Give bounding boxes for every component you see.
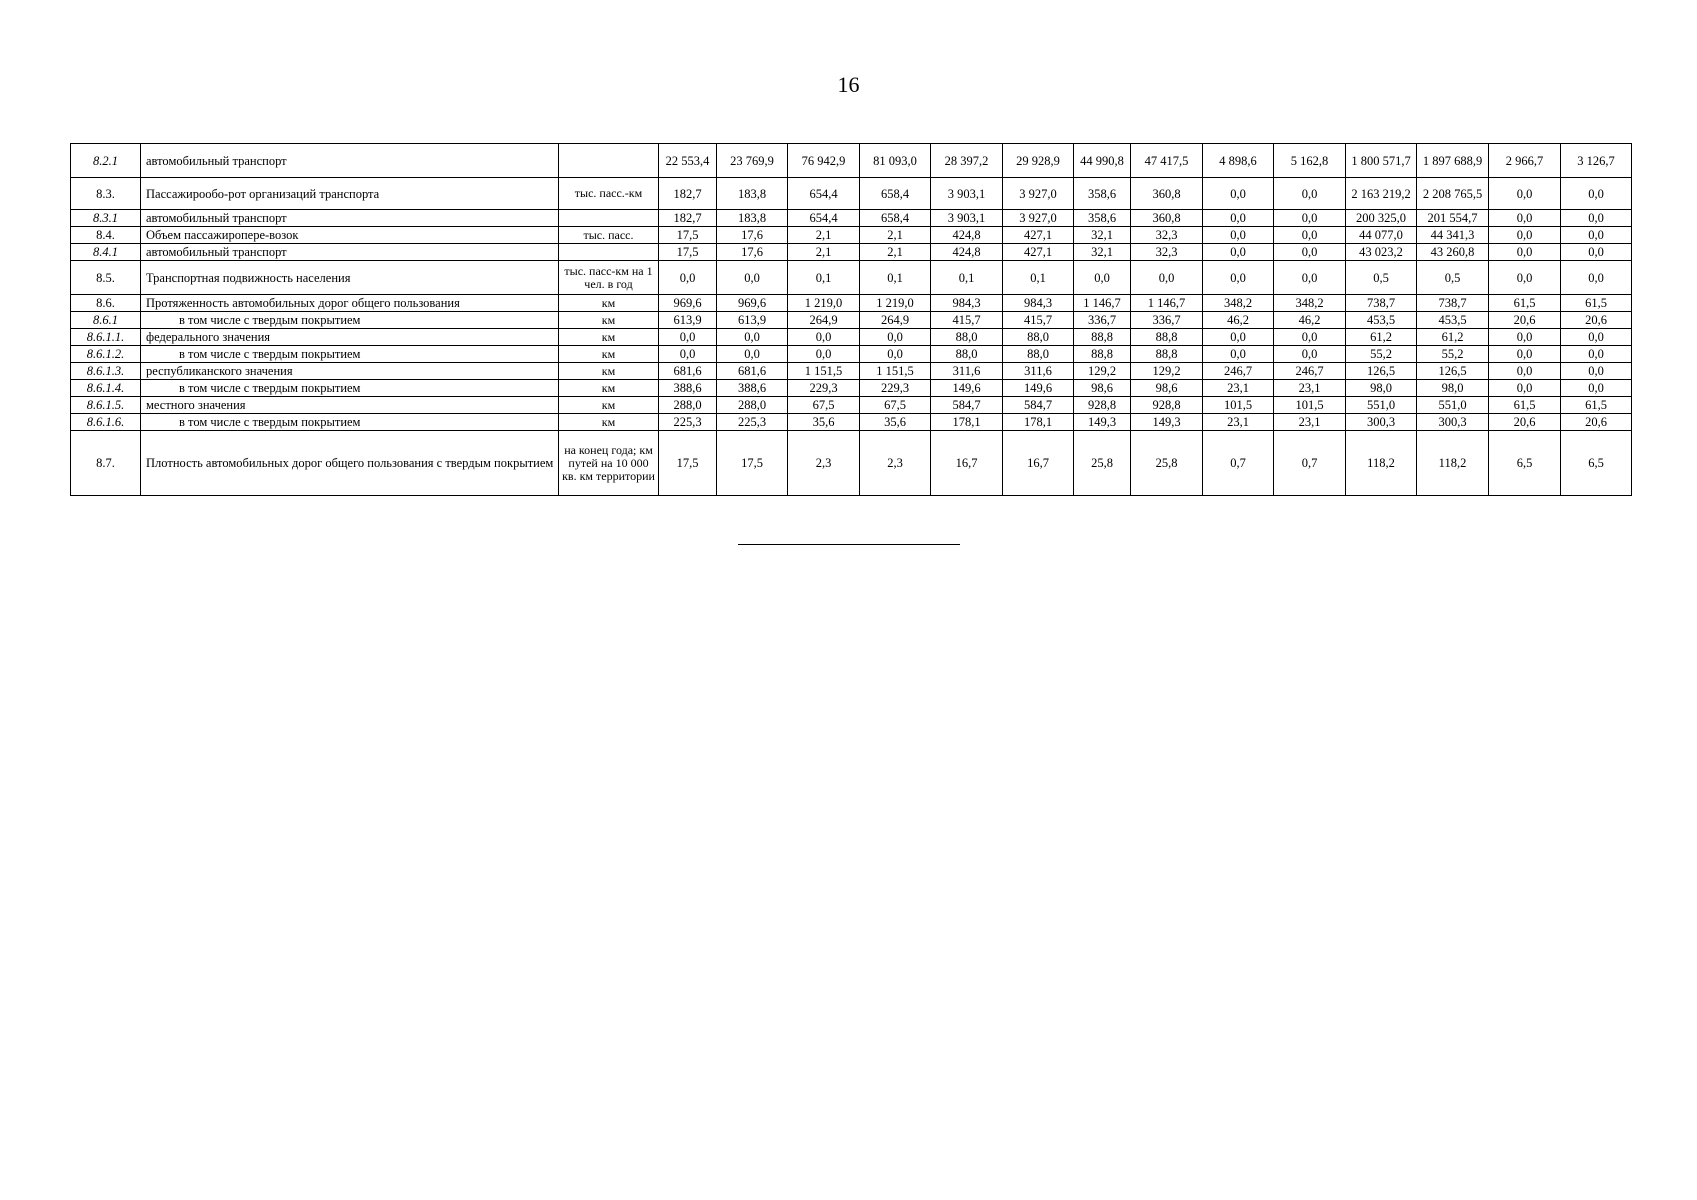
value-cell: 43 260,8 (1417, 244, 1489, 261)
value-cell: 0,0 (1274, 261, 1346, 295)
unit-of-measure: тыс. пасс-км на 1 чел. в год (559, 261, 659, 295)
row-number: 8.7. (71, 431, 141, 496)
value-cell: 0,0 (1203, 227, 1274, 244)
value-cell: 20,6 (1489, 312, 1561, 329)
value-cell: 118,2 (1417, 431, 1489, 496)
value-cell: 348,2 (1203, 295, 1274, 312)
value-cell: 88,0 (1003, 346, 1074, 363)
value-cell: 229,3 (788, 380, 860, 397)
value-cell: 0,0 (1203, 244, 1274, 261)
value-cell: 0,0 (659, 329, 717, 346)
value-cell: 0,0 (1489, 380, 1561, 397)
value-cell: 336,7 (1131, 312, 1203, 329)
value-cell: 415,7 (931, 312, 1003, 329)
row-number: 8.6. (71, 295, 141, 312)
table-row (71, 346, 1632, 363)
row-number: 8.4.1 (71, 244, 141, 261)
value-cell: 288,0 (717, 397, 788, 414)
value-cell: 928,8 (1074, 397, 1131, 414)
value-cell: 46,2 (1274, 312, 1346, 329)
value-cell: 88,0 (1003, 329, 1074, 346)
value-cell: 551,0 (1346, 397, 1417, 414)
value-cell: 0,0 (1561, 227, 1632, 244)
unit-of-measure: км (559, 346, 659, 363)
value-cell: 738,7 (1346, 295, 1417, 312)
page-number: 16 (837, 72, 860, 97)
row-number: 8.5. (71, 261, 141, 295)
value-cell: 388,6 (659, 380, 717, 397)
indicator-name: автомобильный транспорт (141, 244, 559, 261)
value-cell: 613,9 (659, 312, 717, 329)
value-cell: 0,0 (1489, 346, 1561, 363)
value-cell: 67,5 (788, 397, 860, 414)
value-cell: 2 208 765,5 (1417, 178, 1489, 210)
value-cell: 23 769,9 (717, 144, 788, 178)
value-cell: 149,3 (1131, 414, 1203, 431)
indicator-name: в том числе с твердым покрытием (141, 414, 559, 431)
value-cell: 178,1 (1003, 414, 1074, 431)
row-number: 8.6.1.3. (71, 363, 141, 380)
value-cell: 229,3 (860, 380, 931, 397)
indicator-name: в том числе с твердым покрытием (141, 346, 559, 363)
value-cell: 336,7 (1074, 312, 1131, 329)
value-cell: 6,5 (1489, 431, 1561, 496)
value-cell: 427,1 (1003, 244, 1074, 261)
value-cell: 0,0 (1274, 346, 1346, 363)
value-cell: 0,0 (1274, 210, 1346, 227)
value-cell: 2,3 (788, 431, 860, 496)
table-row (71, 210, 1632, 227)
indicator-name: в том числе с твердым покрытием (141, 380, 559, 397)
value-cell: 738,7 (1417, 295, 1489, 312)
value-cell: 0,0 (1561, 210, 1632, 227)
value-cell: 2 966,7 (1489, 144, 1561, 178)
statistics-table (70, 143, 1632, 496)
row-number: 8.3.1 (71, 210, 141, 227)
value-cell: 0,0 (1561, 380, 1632, 397)
value-cell: 2,1 (788, 227, 860, 244)
value-cell: 17,5 (717, 431, 788, 496)
value-cell: 43 023,2 (1346, 244, 1417, 261)
value-cell: 23,1 (1203, 414, 1274, 431)
value-cell: 300,3 (1417, 414, 1489, 431)
value-cell: 311,6 (1003, 363, 1074, 380)
value-cell: 0,0 (1203, 329, 1274, 346)
value-cell: 0,0 (1274, 227, 1346, 244)
value-cell: 23,1 (1274, 414, 1346, 431)
value-cell: 0,0 (717, 346, 788, 363)
row-number: 8.6.1.2. (71, 346, 141, 363)
value-cell: 0,0 (1489, 210, 1561, 227)
unit-of-measure: км (559, 397, 659, 414)
value-cell: 88,8 (1074, 329, 1131, 346)
value-cell: 1 146,7 (1074, 295, 1131, 312)
value-cell: 0,1 (1003, 261, 1074, 295)
value-cell: 22 553,4 (659, 144, 717, 178)
value-cell: 264,9 (860, 312, 931, 329)
value-cell: 1 151,5 (788, 363, 860, 380)
value-cell: 17,6 (717, 227, 788, 244)
value-cell: 1 897 688,9 (1417, 144, 1489, 178)
value-cell: 0,1 (931, 261, 1003, 295)
value-cell: 23,1 (1203, 380, 1274, 397)
value-cell: 584,7 (1003, 397, 1074, 414)
value-cell: 969,6 (659, 295, 717, 312)
table-row (71, 363, 1632, 380)
value-cell: 246,7 (1274, 363, 1346, 380)
value-cell: 0,5 (1417, 261, 1489, 295)
value-cell: 61,2 (1417, 329, 1489, 346)
value-cell: 1 219,0 (788, 295, 860, 312)
indicator-name: местного значения (141, 397, 559, 414)
value-cell: 88,0 (931, 346, 1003, 363)
value-cell: 3 903,1 (931, 178, 1003, 210)
value-cell: 17,6 (717, 244, 788, 261)
value-cell: 0,0 (1561, 244, 1632, 261)
value-cell: 44 341,3 (1417, 227, 1489, 244)
unit-of-measure: км (559, 295, 659, 312)
value-cell: 2,1 (860, 227, 931, 244)
value-cell: 358,6 (1074, 210, 1131, 227)
row-number: 8.6.1.1. (71, 329, 141, 346)
unit-of-measure (559, 244, 659, 261)
value-cell: 658,4 (860, 210, 931, 227)
value-cell: 311,6 (931, 363, 1003, 380)
value-cell: 0,0 (1131, 261, 1203, 295)
indicator-name: Плотность автомобильных дорог общего пользования с твердым покрытием (141, 431, 559, 496)
value-cell: 1 146,7 (1131, 295, 1203, 312)
value-cell: 0,0 (1489, 261, 1561, 295)
value-cell: 44 077,0 (1346, 227, 1417, 244)
row-number: 8.2.1 (71, 144, 141, 178)
value-cell: 129,2 (1131, 363, 1203, 380)
value-cell: 20,6 (1489, 414, 1561, 431)
value-cell: 20,6 (1561, 414, 1632, 431)
value-cell: 300,3 (1346, 414, 1417, 431)
indicator-name: Пассажирообо-рот организаций транспорта (141, 178, 559, 210)
row-number: 8.6.1.4. (71, 380, 141, 397)
value-cell: 1 800 571,7 (1346, 144, 1417, 178)
value-cell: 61,5 (1489, 295, 1561, 312)
value-cell: 88,8 (1131, 329, 1203, 346)
value-cell: 360,8 (1131, 178, 1203, 210)
value-cell: 0,0 (1561, 329, 1632, 346)
value-cell: 1 151,5 (860, 363, 931, 380)
value-cell: 61,5 (1561, 295, 1632, 312)
value-cell: 1 219,0 (860, 295, 931, 312)
value-cell: 0,0 (659, 261, 717, 295)
value-cell: 182,7 (659, 178, 717, 210)
value-cell: 360,8 (1131, 210, 1203, 227)
unit-of-measure: км (559, 380, 659, 397)
value-cell: 264,9 (788, 312, 860, 329)
value-cell: 225,3 (659, 414, 717, 431)
row-number: 8.4. (71, 227, 141, 244)
value-cell: 46,2 (1203, 312, 1274, 329)
table-row (71, 244, 1632, 261)
value-cell: 928,8 (1131, 397, 1203, 414)
value-cell: 358,6 (1074, 178, 1131, 210)
value-cell: 2,1 (788, 244, 860, 261)
value-cell: 658,4 (860, 178, 931, 210)
value-cell: 0,0 (788, 346, 860, 363)
value-cell: 55,2 (1417, 346, 1489, 363)
value-cell: 0,0 (1274, 244, 1346, 261)
value-cell: 98,6 (1074, 380, 1131, 397)
indicator-name: республиканского значения (141, 363, 559, 380)
value-cell: 453,5 (1417, 312, 1489, 329)
value-cell: 3 927,0 (1003, 178, 1074, 210)
value-cell: 101,5 (1203, 397, 1274, 414)
value-cell: 2,3 (860, 431, 931, 496)
value-cell: 201 554,7 (1417, 210, 1489, 227)
value-cell: 47 417,5 (1131, 144, 1203, 178)
value-cell: 3 126,7 (1561, 144, 1632, 178)
value-cell: 25,8 (1074, 431, 1131, 496)
table-row (71, 312, 1632, 329)
value-cell: 0,0 (1561, 178, 1632, 210)
value-cell: 0,0 (1203, 210, 1274, 227)
value-cell: 427,1 (1003, 227, 1074, 244)
value-cell: 2 163 219,2 (1346, 178, 1417, 210)
value-cell: 654,4 (788, 210, 860, 227)
row-number: 8.3. (71, 178, 141, 210)
unit-of-measure: км (559, 312, 659, 329)
value-cell: 32,3 (1131, 227, 1203, 244)
table-row (71, 144, 1632, 178)
table-row (71, 329, 1632, 346)
unit-of-measure: тыс. пасс.-км (559, 178, 659, 210)
indicator-name: Объем пассажиропере-возок (141, 227, 559, 244)
indicator-name: в том числе с твердым покрытием (141, 312, 559, 329)
table-row (71, 414, 1632, 431)
value-cell: 17,5 (659, 244, 717, 261)
value-cell: 3 903,1 (931, 210, 1003, 227)
value-cell: 55,2 (1346, 346, 1417, 363)
value-cell: 61,5 (1561, 397, 1632, 414)
value-cell: 32,1 (1074, 244, 1131, 261)
value-cell: 81 093,0 (860, 144, 931, 178)
value-cell: 613,9 (717, 312, 788, 329)
value-cell: 0,0 (1203, 346, 1274, 363)
indicator-name: автомобильный транспорт (141, 210, 559, 227)
value-cell: 225,3 (717, 414, 788, 431)
value-cell: 98,0 (1346, 380, 1417, 397)
value-cell: 424,8 (931, 244, 1003, 261)
unit-of-measure (559, 210, 659, 227)
value-cell: 32,3 (1131, 244, 1203, 261)
unit-of-measure (559, 144, 659, 178)
value-cell: 0,0 (788, 329, 860, 346)
value-cell: 126,5 (1346, 363, 1417, 380)
value-cell: 61,2 (1346, 329, 1417, 346)
table-row (71, 397, 1632, 414)
value-cell: 6,5 (1561, 431, 1632, 496)
value-cell: 681,6 (659, 363, 717, 380)
value-cell: 0,0 (717, 261, 788, 295)
value-cell: 0,7 (1274, 431, 1346, 496)
value-cell: 126,5 (1417, 363, 1489, 380)
value-cell: 246,7 (1203, 363, 1274, 380)
value-cell: 984,3 (1003, 295, 1074, 312)
value-cell: 98,6 (1131, 380, 1203, 397)
value-cell: 17,5 (659, 227, 717, 244)
value-cell: 0,0 (1489, 227, 1561, 244)
value-cell: 969,6 (717, 295, 788, 312)
table-row (71, 178, 1632, 210)
indicator-name: федерального значения (141, 329, 559, 346)
indicator-name: автомобильный транспорт (141, 144, 559, 178)
indicator-name: Транспортная подвижность населения (141, 261, 559, 295)
table-row (71, 380, 1632, 397)
value-cell: 35,6 (788, 414, 860, 431)
value-cell: 424,8 (931, 227, 1003, 244)
value-cell: 453,5 (1346, 312, 1417, 329)
value-cell: 200 325,0 (1346, 210, 1417, 227)
value-cell: 183,8 (717, 210, 788, 227)
value-cell: 98,0 (1417, 380, 1489, 397)
value-cell: 88,8 (1074, 346, 1131, 363)
value-cell: 5 162,8 (1274, 144, 1346, 178)
value-cell: 25,8 (1131, 431, 1203, 496)
value-cell: 348,2 (1274, 295, 1346, 312)
value-cell: 32,1 (1074, 227, 1131, 244)
value-cell: 17,5 (659, 431, 717, 496)
value-cell: 0,0 (1203, 178, 1274, 210)
footer-divider (738, 544, 960, 545)
unit-of-measure: на конец года; км путей на 10 000 кв. км территории (559, 431, 659, 496)
value-cell: 0,5 (1346, 261, 1417, 295)
value-cell: 35,6 (860, 414, 931, 431)
value-cell: 0,0 (1561, 261, 1632, 295)
value-cell: 16,7 (931, 431, 1003, 496)
value-cell: 0,0 (659, 346, 717, 363)
value-cell: 44 990,8 (1074, 144, 1131, 178)
value-cell: 3 927,0 (1003, 210, 1074, 227)
value-cell: 0,0 (1561, 363, 1632, 380)
value-cell: 654,4 (788, 178, 860, 210)
value-cell: 551,0 (1417, 397, 1489, 414)
value-cell: 0,0 (1489, 178, 1561, 210)
value-cell: 149,6 (931, 380, 1003, 397)
value-cell: 182,7 (659, 210, 717, 227)
indicator-name: Протяженность автомобильных дорог общего пользования (141, 295, 559, 312)
value-cell: 67,5 (860, 397, 931, 414)
value-cell: 984,3 (931, 295, 1003, 312)
value-cell: 0,0 (860, 346, 931, 363)
value-cell: 29 928,9 (1003, 144, 1074, 178)
table-row (71, 261, 1632, 295)
value-cell: 0,0 (1274, 329, 1346, 346)
row-number: 8.6.1.5. (71, 397, 141, 414)
unit-of-measure: км (559, 414, 659, 431)
value-cell: 61,5 (1489, 397, 1561, 414)
value-cell: 178,1 (931, 414, 1003, 431)
value-cell: 4 898,6 (1203, 144, 1274, 178)
value-cell: 388,6 (717, 380, 788, 397)
value-cell: 149,3 (1074, 414, 1131, 431)
value-cell: 0,0 (1489, 244, 1561, 261)
value-cell: 415,7 (1003, 312, 1074, 329)
value-cell: 0,0 (860, 329, 931, 346)
value-cell: 288,0 (659, 397, 717, 414)
value-cell: 0,7 (1203, 431, 1274, 496)
value-cell: 2,1 (860, 244, 931, 261)
value-cell: 23,1 (1274, 380, 1346, 397)
row-number: 8.6.1.6. (71, 414, 141, 431)
value-cell: 0,0 (717, 329, 788, 346)
value-cell: 118,2 (1346, 431, 1417, 496)
value-cell: 0,0 (1489, 363, 1561, 380)
value-cell: 88,0 (931, 329, 1003, 346)
value-cell: 0,1 (788, 261, 860, 295)
value-cell: 681,6 (717, 363, 788, 380)
value-cell: 16,7 (1003, 431, 1074, 496)
value-cell: 129,2 (1074, 363, 1131, 380)
value-cell: 0,0 (1203, 261, 1274, 295)
table-row (71, 227, 1632, 244)
value-cell: 183,8 (717, 178, 788, 210)
table-row (71, 295, 1632, 312)
unit-of-measure: тыс. пасс. (559, 227, 659, 244)
value-cell: 101,5 (1274, 397, 1346, 414)
value-cell: 28 397,2 (931, 144, 1003, 178)
table-row (71, 431, 1632, 496)
value-cell: 0,0 (1074, 261, 1131, 295)
value-cell: 0,0 (1489, 329, 1561, 346)
unit-of-measure: км (559, 329, 659, 346)
unit-of-measure: км (559, 363, 659, 380)
row-number: 8.6.1 (71, 312, 141, 329)
value-cell: 584,7 (931, 397, 1003, 414)
value-cell: 20,6 (1561, 312, 1632, 329)
value-cell: 88,8 (1131, 346, 1203, 363)
value-cell: 0,0 (1561, 346, 1632, 363)
value-cell: 0,1 (860, 261, 931, 295)
value-cell: 76 942,9 (788, 144, 860, 178)
value-cell: 149,6 (1003, 380, 1074, 397)
value-cell: 0,0 (1274, 178, 1346, 210)
